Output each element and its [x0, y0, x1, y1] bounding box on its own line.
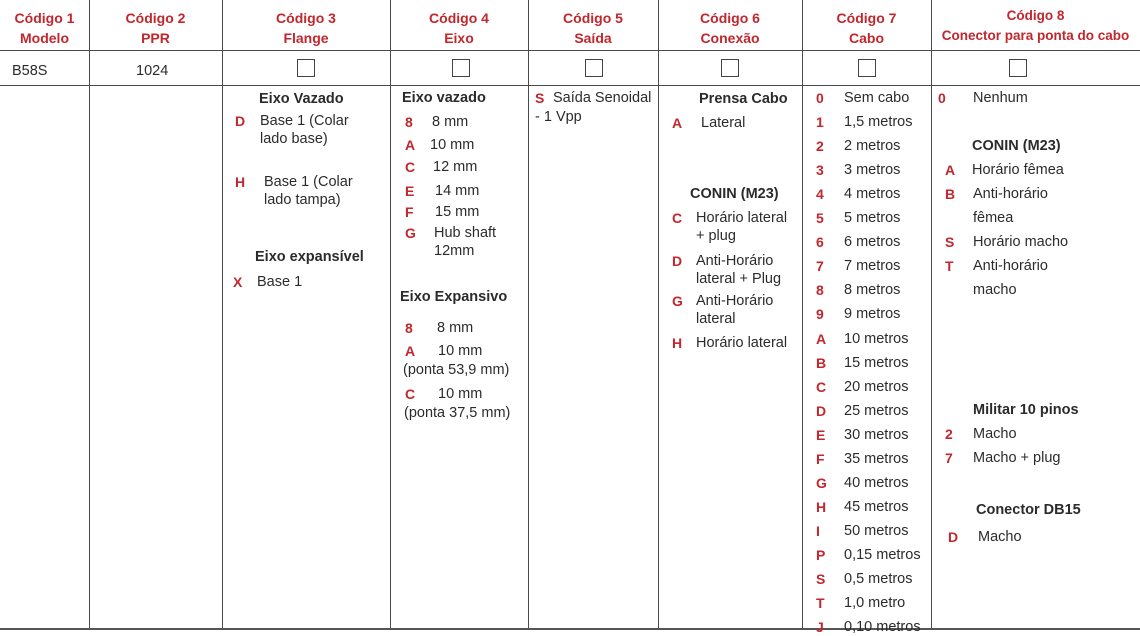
column-divider — [222, 0, 223, 628]
column-divider — [528, 0, 529, 628]
cable-option-label: 3 metros — [844, 162, 901, 179]
column-divider — [658, 0, 659, 628]
connection-checkbox[interactable] — [721, 59, 739, 77]
option-code: D — [235, 113, 246, 129]
option-code: A — [672, 115, 683, 131]
option-label: 8 mm — [432, 114, 469, 130]
option-label: Hub shaft 12mm — [434, 225, 497, 259]
cable-option-code: E — [816, 426, 826, 443]
option-label-cont: - 1 Vpp — [535, 109, 582, 125]
option-code: T — [945, 258, 954, 274]
option-code: D — [672, 253, 683, 269]
ppr-value: 1024 — [136, 63, 169, 79]
cable-option-code: B — [816, 354, 827, 371]
cable-option-code: 6 — [816, 234, 824, 251]
option-code: A — [405, 343, 416, 359]
option-code: C — [672, 210, 683, 226]
cable-option-label: 20 metros — [844, 378, 909, 395]
option-label: Base 1 (Colar lado base) — [260, 113, 349, 147]
header-code-7: Código 7 Cabo — [836, 10, 897, 46]
cable-option-label: 0,10 metros — [844, 619, 921, 636]
cable-option-label: 9 metros — [844, 306, 901, 323]
option-code: 8 — [405, 320, 413, 336]
cable-option-label: 7 metros — [844, 258, 901, 275]
cable-option-code: S — [816, 571, 826, 587]
cable-option-label: 10 metros — [844, 330, 909, 347]
column-divider — [89, 0, 90, 628]
shaft-checkbox[interactable] — [452, 59, 470, 77]
option-label: 10 mm — [430, 137, 475, 153]
cable-option-label: 1,0 metro — [844, 595, 906, 612]
option-label-cont: fêmea — [973, 210, 1014, 226]
option-label: 12 mm — [433, 159, 478, 175]
cable-option-code: 0 — [816, 90, 824, 106]
cable-option-code: F — [816, 450, 825, 467]
option-code: S — [535, 90, 545, 106]
shaft-section-title: Eixo Expansivo — [400, 289, 508, 305]
option-note: (ponta 37,5 mm) — [404, 405, 511, 421]
cable-checkbox[interactable] — [858, 59, 876, 77]
output-checkbox[interactable] — [585, 59, 603, 77]
cable-option-code: 3 — [816, 162, 824, 179]
connector-section-title: Conector DB15 — [976, 502, 1081, 518]
option-code: C — [405, 159, 416, 175]
header-code-4: Código 4 Eixo — [429, 10, 489, 46]
connection-section-title: Prensa Cabo — [699, 91, 788, 107]
option-label: 10 mm — [438, 386, 483, 402]
cable-option-code: 9 — [816, 306, 824, 323]
value-row-divider — [0, 85, 1140, 86]
cable-option-code: 2 — [816, 138, 824, 155]
option-label: Horário lateral — [696, 335, 788, 351]
cable-option-label: 40 metros — [844, 474, 909, 491]
option-code: F — [405, 204, 414, 220]
option-label: 10 mm — [438, 343, 483, 359]
option-label: Anti-horário — [973, 186, 1048, 202]
column-divider — [390, 0, 391, 628]
header-code-6: Código 6 Conexão — [700, 10, 760, 46]
cable-option-code: J — [816, 619, 824, 636]
connection-section-title: CONIN (M23) — [690, 186, 779, 202]
option-label: Macho — [978, 529, 1022, 545]
option-label: 15 mm — [435, 204, 480, 220]
option-code: H — [235, 174, 246, 190]
cable-option-code: 8 — [816, 282, 824, 299]
header-code-5: Código 5 Saída — [563, 10, 623, 46]
option-code: C — [405, 386, 416, 402]
option-label: 14 mm — [435, 183, 480, 199]
cable-option-label: 0,5 metros — [844, 571, 913, 587]
shaft-section-title: Eixo vazado — [402, 90, 486, 106]
option-label: Horário fêmea — [972, 162, 1064, 178]
cable-option-code: C — [816, 378, 827, 395]
cable-option-code: 1 — [816, 114, 824, 131]
option-label: Horário lateral + plug — [696, 210, 788, 244]
flange-section-title: Eixo Vazado — [259, 91, 344, 107]
option-code: A — [945, 162, 956, 178]
flange-section-title: Eixo expansível — [255, 249, 364, 265]
option-label: Macho + plug — [973, 450, 1061, 466]
header-code-2: Código 2 PPR — [125, 10, 186, 46]
cable-option-code: D — [816, 402, 827, 419]
cable-option-label: 8 metros — [844, 282, 901, 299]
header-code-1: Código 1 Modelo — [14, 10, 75, 46]
cable-option-label: 5 metros — [844, 210, 901, 227]
option-code: S — [945, 234, 955, 250]
header-code-3: Código 3 Flange — [276, 10, 336, 46]
cable-option-label: 6 metros — [844, 234, 901, 251]
cable-option-code: G — [816, 474, 827, 491]
model-value: B58S — [12, 63, 48, 79]
cable-option-label: 30 metros — [844, 426, 909, 443]
cable-option-code: H — [816, 498, 827, 515]
option-label: 8 mm — [437, 320, 474, 336]
header-divider — [0, 50, 1140, 51]
column-divider — [802, 0, 803, 628]
cable-option-label: Sem cabo — [844, 90, 910, 106]
option-code: B — [945, 186, 956, 202]
option-code: 8 — [405, 114, 413, 130]
option-label: Anti-Horário lateral — [696, 293, 774, 327]
option-label: Base 1 — [257, 274, 303, 290]
option-label: Lateral — [701, 115, 746, 131]
cable-option-label: 25 metros — [844, 402, 909, 419]
cable-option-code: P — [816, 546, 826, 563]
cable-option-code: 5 — [816, 210, 824, 227]
option-code: 7 — [945, 450, 953, 466]
cable-option-code: T — [816, 595, 825, 612]
cable-option-label: 2 metros — [844, 138, 901, 155]
flange-checkbox[interactable] — [297, 59, 315, 77]
option-code: H — [672, 335, 683, 351]
option-label: Horário macho — [973, 234, 1069, 250]
column-divider — [931, 0, 932, 628]
cable-option-code: A — [816, 330, 827, 347]
cable-option-label: 15 metros — [844, 354, 909, 371]
option-code: X — [233, 274, 243, 290]
cable-option-code: 7 — [816, 258, 824, 275]
option-code: G — [672, 293, 683, 309]
cable-option-code: I — [816, 522, 820, 539]
table-bottom-rule — [0, 628, 1140, 630]
connector-checkbox[interactable] — [1009, 59, 1027, 77]
header-code-8: Código 8 Conector para ponta do cabo — [941, 8, 1130, 43]
option-code: 0 — [938, 90, 946, 106]
option-label: Saída Senoidal — [553, 90, 652, 106]
option-label: Base 1 (Colar lado tampa) — [264, 174, 353, 208]
option-label: Anti-Horário lateral + Plug — [696, 253, 782, 287]
option-label: Macho — [973, 426, 1017, 442]
option-code: A — [405, 137, 416, 153]
cable-option-label: 1,5 metros — [844, 114, 913, 131]
option-label: Anti-horário — [973, 258, 1048, 274]
cable-option-label: 50 metros — [844, 522, 909, 539]
cable-option-label: 35 metros — [844, 450, 909, 467]
option-label-cont: macho — [973, 282, 1017, 298]
option-note: (ponta 53,9 mm) — [403, 362, 510, 378]
option-code: G — [405, 225, 416, 241]
option-code: E — [405, 183, 415, 199]
connector-section-title: Militar 10 pinos — [973, 402, 1079, 418]
cable-option-code: 4 — [816, 186, 824, 203]
option-label: Nenhum — [973, 90, 1028, 106]
cable-option-label: 4 metros — [844, 186, 901, 203]
cable-option-label: 0,15 metros — [844, 546, 921, 563]
option-code: 2 — [945, 426, 953, 442]
connector-section-title: CONIN (M23) — [972, 138, 1061, 154]
cable-option-label: 45 metros — [844, 498, 909, 515]
option-code: D — [948, 529, 959, 545]
